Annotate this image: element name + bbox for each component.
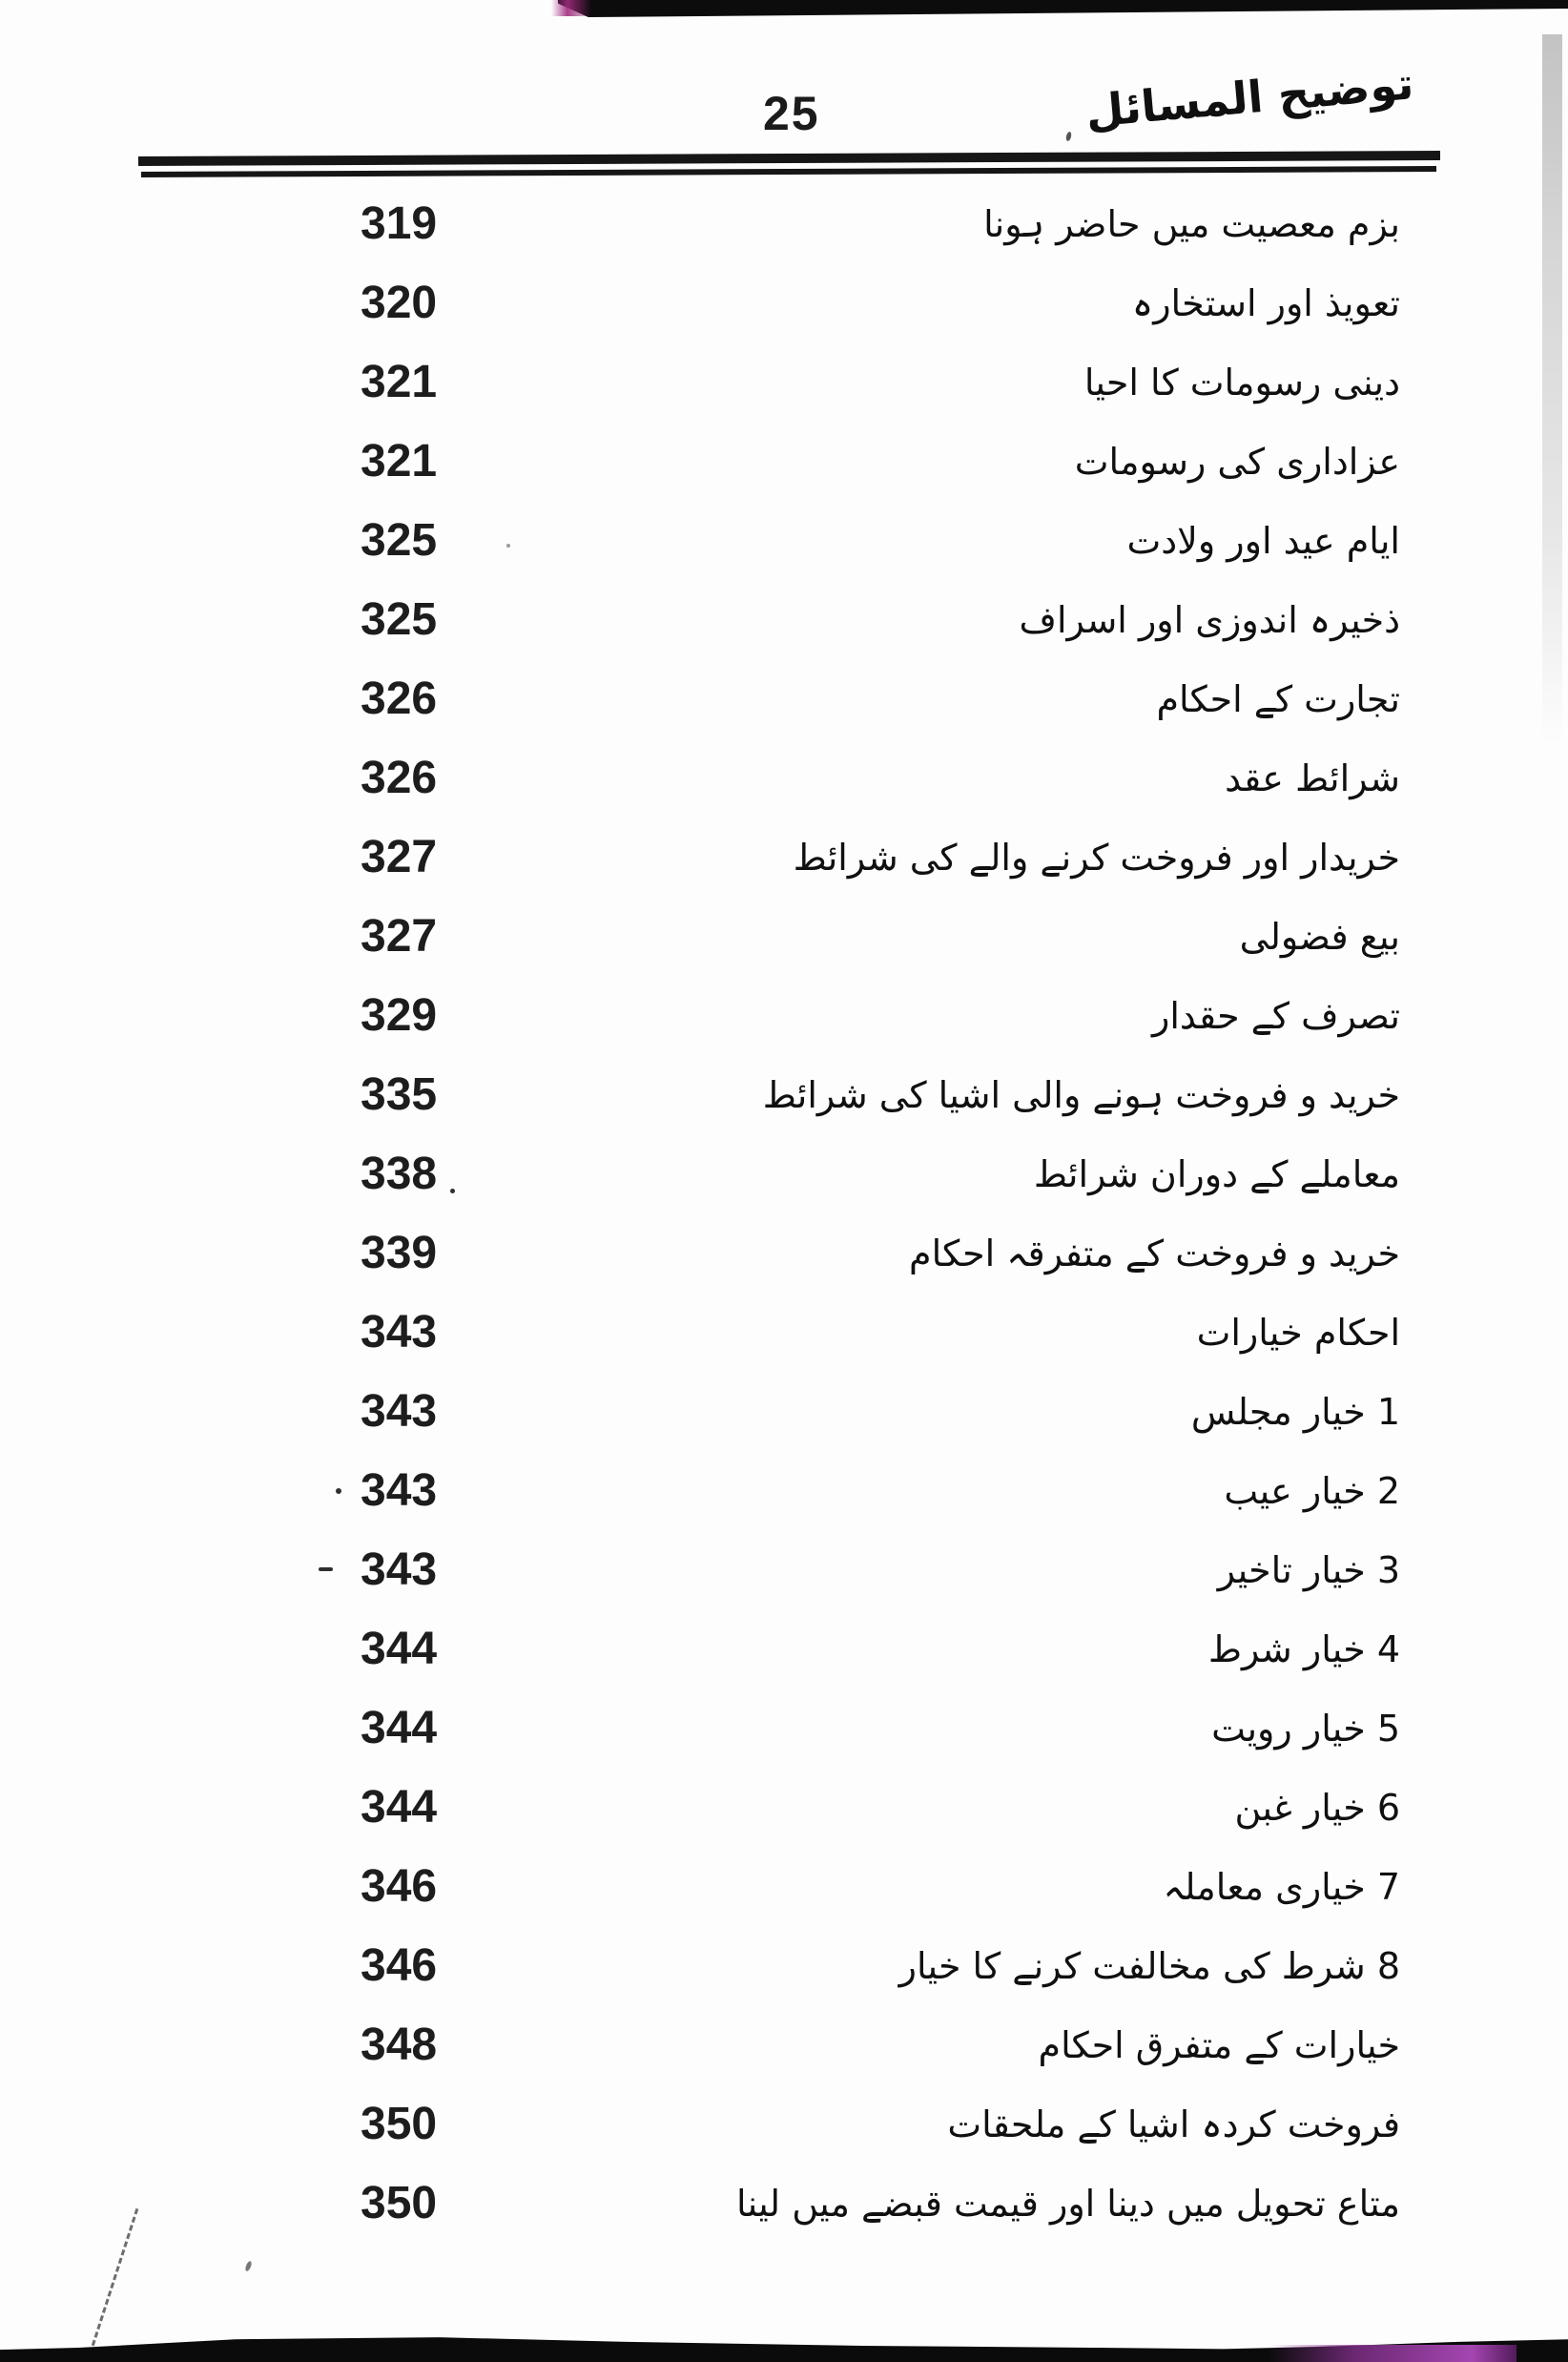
toc-entry-title: خریدار اور فروخت کرنے والے کی شرائط — [793, 836, 1400, 879]
toc-entry-title: 7 خیاری معاملہ — [1163, 1865, 1400, 1908]
toc-page-number: 343 — [361, 1465, 438, 1516]
ink-speck — [450, 1189, 455, 1193]
toc-page-number: 346 — [361, 1861, 438, 1912]
toc-row — [0, 263, 1568, 342]
ink-speck — [319, 1567, 333, 1571]
toc-page-number: 325 — [361, 594, 438, 645]
toc-row — [0, 1213, 1568, 1293]
toc-page-number: 335 — [361, 1069, 438, 1120]
ink-speck — [506, 544, 510, 548]
toc-row — [0, 1055, 1568, 1134]
toc-entry-title: خرید و فروخت کے متفرقہ احکام — [909, 1232, 1400, 1274]
toc-page-number: 325 — [361, 515, 438, 566]
toc-row — [0, 1293, 1568, 1372]
toc-page-number: 346 — [361, 1940, 438, 1991]
ink-speck — [1065, 132, 1072, 142]
toc-entry-title: تصرف کے حقدار — [1152, 994, 1400, 1037]
toc-row — [0, 976, 1568, 1055]
toc-row — [0, 1847, 1568, 1926]
toc-page-number: 343 — [361, 1386, 438, 1437]
toc-page-number: 350 — [361, 2099, 438, 2149]
toc-page-number: 344 — [361, 1703, 438, 1753]
toc-row — [0, 2164, 1568, 2243]
toc-page-number: 344 — [361, 1782, 438, 1833]
toc-page-number: 327 — [361, 832, 438, 882]
ink-speck — [244, 2260, 253, 2271]
toc-entry-title: احکام خیارات — [1196, 1311, 1400, 1354]
scan-artifact-top-strip — [558, 0, 1568, 17]
ink-speck — [336, 1488, 341, 1494]
toc-entry-title: شرائط عقد — [1225, 756, 1400, 799]
toc-row — [0, 1372, 1568, 1451]
toc-row — [0, 2084, 1568, 2164]
toc-entry-title: متاع تحویل میں دینا اور قیمت قبضے میں لینا — [736, 2182, 1400, 2225]
toc-entry-title: تجارت کے احکام — [1156, 677, 1400, 720]
toc-entry-title: خیارات کے متفرق احکام — [1038, 2023, 1400, 2066]
toc-entry-title: ایام عید اور ولادت — [1126, 519, 1400, 562]
toc-row — [0, 659, 1568, 738]
toc-row — [0, 738, 1568, 818]
scan-artifact-magenta-tip — [551, 0, 591, 16]
toc-row — [0, 818, 1568, 897]
toc-row — [0, 342, 1568, 422]
toc-page-number: 343 — [361, 1544, 438, 1595]
toc-page-number: 327 — [361, 911, 438, 962]
toc-row — [0, 184, 1568, 263]
toc-page-number: 350 — [361, 2178, 438, 2228]
toc-page-number: 321 — [361, 357, 438, 407]
toc-entry-title: 6 خیار غبن — [1234, 1786, 1400, 1829]
toc-row — [0, 1689, 1568, 1768]
toc-entry-title: عزاداری کی رسومات — [1074, 440, 1400, 483]
toc-page-number: 348 — [361, 2020, 438, 2070]
toc-page-number: 320 — [361, 278, 438, 328]
toc-entry-title: بزم معصیت میں حاضر ہونا — [983, 202, 1400, 245]
toc-row — [0, 1134, 1568, 1213]
toc-entry-title: بیع فضولی — [1239, 915, 1400, 958]
toc-page-number: 344 — [361, 1624, 438, 1674]
toc-entry-title: فروخت کردہ اشیا کے ملحقات — [947, 2103, 1400, 2145]
header-rule-bottom — [141, 166, 1436, 177]
scan-artifact-purple-patch — [1269, 2345, 1516, 2362]
toc-page-number: 343 — [361, 1307, 438, 1357]
toc-entry-title: دینی رسومات کا احیا — [1083, 361, 1400, 404]
toc-row — [0, 422, 1568, 501]
toc-entry-title: 5 خیار رویت — [1211, 1707, 1400, 1750]
toc-row — [0, 1451, 1568, 1530]
toc-row — [0, 2005, 1568, 2084]
toc-page-number: 326 — [361, 753, 438, 803]
toc-entry-title: 1 خیار مجلس — [1190, 1390, 1400, 1433]
toc-page-number: 326 — [361, 673, 438, 724]
toc-entry-title: ذخیرہ اندوزی اور اسراف — [1019, 598, 1400, 641]
toc-row — [0, 501, 1568, 580]
toc-entry-title: 8 شرط کی مخالفت کرنے کا خیار — [898, 1944, 1400, 1987]
table-of-contents — [0, 184, 1568, 2243]
toc-row — [0, 1768, 1568, 1847]
toc-row — [0, 1926, 1568, 2005]
toc-entry-title: 3 خیار تاخیر — [1217, 1548, 1400, 1591]
toc-page-number: 338 — [361, 1149, 438, 1199]
toc-entry-title: 2 خیار عیب — [1224, 1469, 1400, 1512]
toc-entry-title: معاملے کے دوران شرائط — [1033, 1152, 1400, 1195]
toc-row — [0, 1609, 1568, 1689]
toc-page-number: 329 — [361, 990, 438, 1041]
book-title: توضیح المسائل — [1083, 57, 1416, 137]
toc-row — [0, 580, 1568, 659]
toc-row — [0, 897, 1568, 976]
toc-entry-title: تعویذ اور استخارہ — [1131, 281, 1400, 324]
toc-page-number: 321 — [361, 436, 438, 487]
toc-entry-title: 4 خیار شرط — [1207, 1627, 1400, 1670]
toc-row — [0, 1530, 1568, 1609]
toc-entry-title: خرید و فروخت ہونے والی اشیا کی شرائط — [762, 1073, 1400, 1116]
page-number: 25 — [763, 87, 820, 140]
toc-page-number: 339 — [361, 1228, 438, 1278]
header-rule-top — [138, 151, 1440, 166]
toc-page-number: 319 — [361, 198, 438, 249]
